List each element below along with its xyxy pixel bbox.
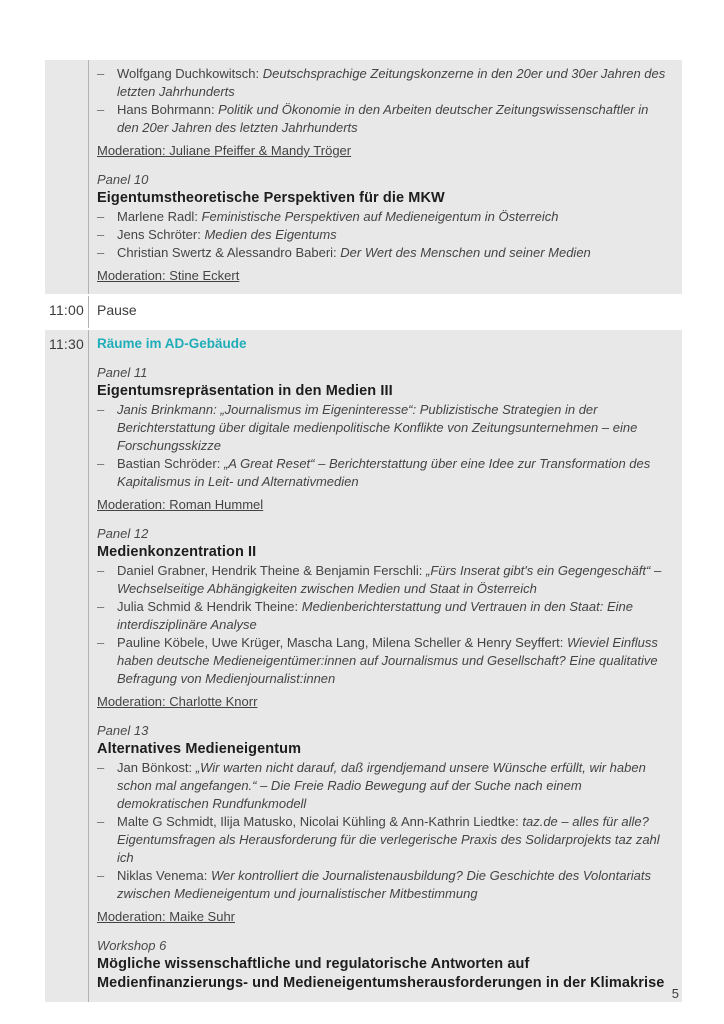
speaker-names: Marlene Radl: xyxy=(117,209,202,224)
dash-bullet: – xyxy=(97,760,105,775)
contribution-text xyxy=(117,562,668,598)
dash-bullet: – xyxy=(97,635,105,650)
dash-bullet: – xyxy=(97,868,105,883)
contribution-item xyxy=(97,401,668,455)
moderation-line: Moderation: Charlotte Knorr xyxy=(97,694,258,709)
contribution-text xyxy=(117,867,668,903)
contribution-item xyxy=(97,759,668,813)
dash-bullet: – xyxy=(97,245,105,260)
contribution-item xyxy=(97,208,668,226)
contribution-text xyxy=(117,634,668,688)
contribution-text xyxy=(117,598,668,634)
contribution-list xyxy=(97,208,668,262)
work-title: Medien des Eigentums xyxy=(204,227,337,242)
speaker-names: Malte G Schmidt, Ilija Matusko, Nicolai Kühling & Ann-Kathrin Liedtke: xyxy=(117,814,523,829)
session-block xyxy=(97,722,668,926)
work-title: Wieviel Einfluss haben deutsche Medieneigentümer:innen auf Journalismus und Gesellschaft? Eine qualitative Befragung von Medienjournalist:innen xyxy=(117,635,658,686)
speaker-names: Daniel Grabner, Hendrik Theine & Benjamin Ferschli: xyxy=(117,563,427,578)
session-label: Panel 13 xyxy=(97,723,149,738)
contribution-list xyxy=(97,401,668,491)
session-label: Workshop 6 xyxy=(97,938,167,953)
work-title: taz.de – alles für alle? Eigentumsfragen als Herausforderung für die verlegerische Praxis des Solidarprojekts taz zahl ich xyxy=(117,814,660,865)
contribution-item xyxy=(97,634,668,688)
dash-bullet: – xyxy=(97,563,105,578)
contribution-text xyxy=(117,813,668,867)
dash-bullet: – xyxy=(97,599,105,614)
pause-label: Pause xyxy=(97,302,137,318)
session-title: Mögliche wissenschaftliche und regulatorische Antworten auf Medienfinanzierungs- und Medieneigentumsherausforderungen in der Klimakrise xyxy=(97,956,665,991)
session-block xyxy=(97,171,668,285)
session-title: Alternatives Medieneigentum xyxy=(97,741,302,757)
contribution-item xyxy=(97,867,668,903)
work-title: Wer kontrolliert die Journalistenausbildung? Die Geschichte des Volontariats zwischen Medieneigentum und journalistischer Mitbestimmung xyxy=(117,868,652,901)
time-cell: 11:00 xyxy=(49,302,84,318)
content-cell xyxy=(88,296,682,328)
moderation-line: Moderation: Maike Suhr xyxy=(97,909,236,924)
contribution-item xyxy=(97,813,668,867)
session-label: Panel 12 xyxy=(97,526,149,541)
work-title: Feministische Perspektiven auf Medieneigentum in Österreich xyxy=(201,209,559,224)
contribution-list xyxy=(97,759,668,903)
dash-bullet: – xyxy=(97,227,105,242)
session-title: Medienkonzentration II xyxy=(97,544,257,560)
schedule-table xyxy=(45,60,682,1004)
contribution-text xyxy=(117,759,668,813)
time-cell: 11:30 xyxy=(49,336,84,352)
speaker-names: Niklas Venema: xyxy=(117,868,211,883)
contribution-list xyxy=(97,562,668,688)
content-cell xyxy=(88,60,682,294)
time-cell xyxy=(45,60,88,294)
contribution-text xyxy=(117,244,668,262)
work-title: Medienberichterstattung und Vertrauen in den Staat: Eine interdisziplinäre Analyse xyxy=(117,599,633,632)
contribution-text xyxy=(117,65,668,101)
session-block xyxy=(97,65,668,160)
schedule-row xyxy=(45,296,682,328)
work-title: Politik und Ökonomie in den Arbeiten deutscher Zeitungswissenschaftler in den 20er Jahren des letzten Jahrhunderts xyxy=(117,102,649,135)
work-title: „Fürs Inserat gibt's ein Gegengeschäft“ – Wechselseitige Abhängigkeiten zwischen Medien und Staat in Österreich xyxy=(117,563,662,596)
dash-bullet: – xyxy=(97,66,105,81)
contribution-text xyxy=(117,208,668,226)
speaker-names: Bastian Schröder: xyxy=(117,456,224,471)
work-title: Janis Brinkmann: „Journalismus im Eigeninteresse“: Publizistische Strategien in der Berichterstattung über digitale medienpolitische Konflikte von Zeitungsunternehmen – eine Forschungsskizze xyxy=(117,402,638,453)
speaker-names: Jens Schröter: xyxy=(117,227,205,242)
dash-bullet: – xyxy=(97,456,105,471)
room-label: Räume im AD-Gebäude xyxy=(97,336,247,351)
dash-bullet: – xyxy=(97,402,105,417)
schedule-row xyxy=(45,330,682,1002)
contribution-text xyxy=(117,101,668,137)
contribution-item xyxy=(97,65,668,101)
contribution-item xyxy=(97,226,668,244)
session-block xyxy=(97,937,668,993)
dash-bullet: – xyxy=(97,814,105,829)
dash-bullet: – xyxy=(97,209,105,224)
work-title: Der Wert des Menschen und seiner Medien xyxy=(340,245,591,260)
contribution-item xyxy=(97,455,668,491)
contribution-text xyxy=(117,401,668,455)
speaker-names: Wolfgang Duchkowitsch: xyxy=(117,66,263,81)
moderation-line: Moderation: Stine Eckert xyxy=(97,268,240,283)
contribution-item xyxy=(97,562,668,598)
speaker-names: Hans Bohrmann: xyxy=(117,102,219,117)
work-title: „A Great Reset“ – Berichterstattung über eine Idee zur Transformation des Kapitalismus in Leit- und Alternativmedien xyxy=(117,456,651,489)
contribution-item xyxy=(97,101,668,137)
contribution-item xyxy=(97,244,668,262)
session-title: Eigentumsrepräsentation in den Medien III xyxy=(97,383,393,399)
work-title: „Wir warten nicht darauf, daß irgendjemand unsere Wünsche erfüllt, wir haben schon mal angefangen.“ – Die Freie Radio Bewegung auf der Suche nach einem demokratischen Rundfunkmodell xyxy=(117,760,646,811)
content-cell xyxy=(88,330,682,1002)
session-block xyxy=(97,364,668,514)
speaker-names: Julia Schmid & Hendrik Theine: xyxy=(117,599,302,614)
work-title: Deutschsprachige Zeitungskonzerne in den 20er und 30er Jahren des letzten Jahrhunderts xyxy=(117,66,666,99)
speaker-names: Pauline Köbele, Uwe Krüger, Mascha Lang, Milena Scheller & Henry Seyffert: xyxy=(117,635,567,650)
schedule-row xyxy=(45,60,682,294)
moderation-line: Moderation: Roman Hummel xyxy=(97,497,264,512)
contribution-item xyxy=(97,598,668,634)
contribution-list xyxy=(97,65,668,137)
dash-bullet: – xyxy=(97,102,105,117)
session-label: Panel 11 xyxy=(97,365,148,380)
contribution-text xyxy=(117,455,668,491)
session-block xyxy=(97,525,668,711)
session-label: Panel 10 xyxy=(97,172,149,187)
moderation-line: Moderation: Juliane Pfeiffer & Mandy Tröger xyxy=(97,143,352,158)
speaker-names: Christian Swertz & Alessandro Baberi: xyxy=(117,245,341,260)
speaker-names: Jan Bönkost: xyxy=(117,760,196,775)
contribution-text xyxy=(117,226,668,244)
page-number: 5 xyxy=(671,986,679,1001)
session-title: Eigentumstheoretische Perspektiven für die MKW xyxy=(97,190,445,206)
